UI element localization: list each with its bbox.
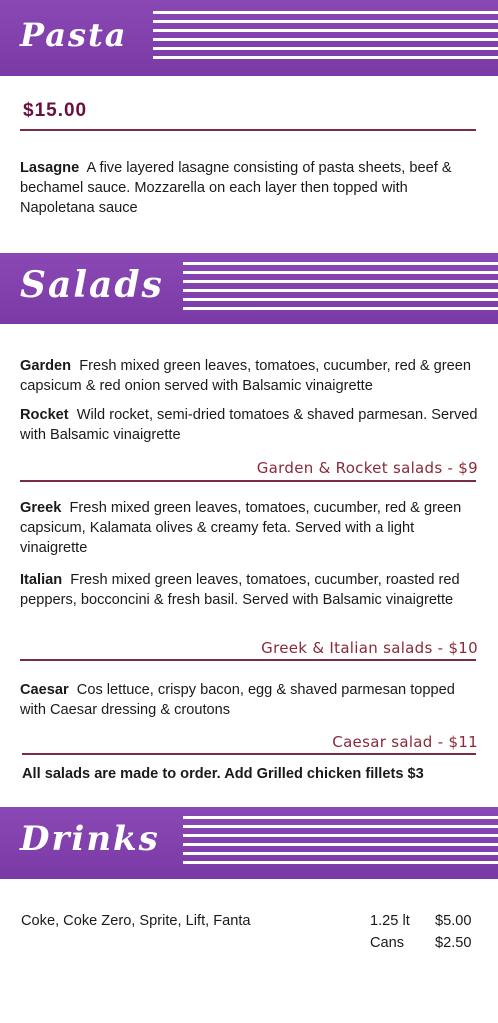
item-name: Caesar	[20, 682, 69, 698]
divider	[20, 480, 476, 482]
banner-stripes	[183, 262, 498, 316]
drink-size: 1.25 lt	[370, 913, 410, 929]
drink-size: Cans	[370, 935, 405, 951]
pasta-banner	[0, 0, 498, 76]
pasta-price: $15.00	[23, 100, 88, 121]
item-desc: A five layered lasagne consisting of pasta sheets, beef & bechamel sauce. Mozzarella on each layer then topped with Napoletana sauce	[20, 160, 452, 216]
item-name: Italian	[20, 572, 63, 588]
item-desc: Fresh mixed green leaves, tomatoes, cucumber, roasted red peppers, bocconcini & fresh basil. Served with Balsamic vinaigrette	[20, 572, 460, 608]
drink-price: $2.50	[435, 935, 472, 951]
salads-banner	[0, 253, 498, 324]
menu-item-greek	[20, 498, 480, 558]
drinks-title: Drinks	[20, 819, 160, 859]
item-desc: Fresh mixed green leaves, tomatoes, cucumber, red & green capsicum & red onion served with Balsamic vinaigrette	[20, 358, 471, 394]
item-desc: Fresh mixed green leaves, tomatoes, cucumber, red & green capsicum, Kalamata olives & creamy feta. Served with a light vinaigrette	[20, 500, 462, 556]
menu-item-lasagne	[20, 158, 480, 218]
salads-note: All salads are made to order. Add Grilled chicken fillets $3	[22, 766, 424, 782]
section-price-caesar: Caesar salad - $11	[332, 733, 478, 751]
menu-item-italian	[20, 570, 480, 610]
drinks-banner	[0, 807, 498, 879]
menu-item-caesar	[20, 680, 480, 720]
item-name: Lasagne	[20, 160, 80, 176]
banner-stripes	[153, 11, 498, 65]
item-desc: Cos lettuce, crispy bacon, egg & shaved parmesan topped with Caesar dressing & croutons	[20, 682, 455, 718]
divider	[20, 659, 476, 661]
drink-price: $5.00	[435, 913, 472, 929]
section-price-greek-italian: Greek & Italian salads - $10	[261, 639, 478, 657]
pasta-title: Pasta	[20, 16, 128, 54]
menu-item-garden	[20, 356, 480, 396]
divider	[20, 129, 476, 131]
item-name: Rocket	[20, 407, 69, 423]
section-price-garden-rocket: Garden & Rocket salads - $9	[256, 459, 478, 477]
banner-stripes	[183, 816, 498, 870]
item-name: Greek	[20, 500, 62, 516]
drink-name: Coke, Coke Zero, Sprite, Lift, Fanta	[21, 913, 251, 929]
item-name: Garden	[20, 358, 72, 374]
salads-title: Salads	[20, 264, 164, 306]
item-desc: Wild rocket, semi-dried tomatoes & shaved parmesan. Served with Balsamic vinaigrette	[20, 407, 478, 443]
divider	[22, 753, 476, 755]
menu-item-rocket	[20, 405, 480, 445]
